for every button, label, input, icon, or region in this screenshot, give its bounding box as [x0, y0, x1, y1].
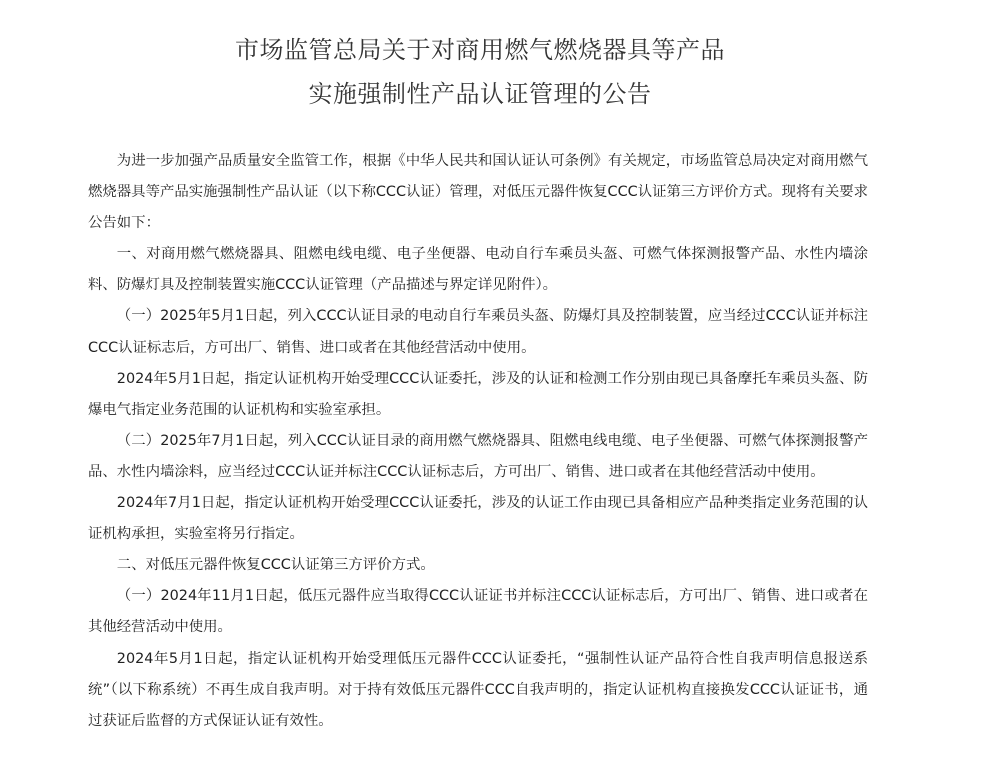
document-title-line-2: 实施强制性产品认证管理的公告	[308, 80, 652, 108]
paragraph-section-1: 一、对商用燃气燃烧器具、阻燃电线电缆、电子坐便器、电动自行车乘员头盔、可燃气体探测报警产品、水性内墙涂料、防爆灯具及控制装置实施CCC认证管理（产品描述与界定详见附件）。	[88, 246, 868, 294]
paragraph-section-1-item-2-detail: 2024年7月1日起，指定认证机构开始受理CCC认证委托，涉及的认证工作由现已具备相应产品种类指定业务范围的认证机构承担，实验室将另行指定。	[88, 495, 868, 543]
paragraph-section-2: 二、对低压元器件恢复CCC认证第三方评价方式。	[116, 557, 435, 574]
paragraph-section-1-item-2: （二）2025年7月1日起，列入CCC认证目录的商用燃气燃烧器具、阻燃电线电缆、电子坐便器、可燃气体探测报警产品、水性内墙涂料，应当经过CCC认证并标注CCC认证标志后，方可出厂、销售、进口或者在其他经营活动中使用。	[88, 432, 868, 480]
document-body	[88, 146, 868, 737]
document-title-line-1: 市场监管总局关于对商用燃气燃烧器具等产品	[235, 36, 725, 64]
paragraph-section-1-item-1: （一）2025年5月1日起，列入CCC认证目录的电动自行车乘员头盔、防爆灯具及控制装置，应当经过CCC认证并标注CCC认证标志后，方可出厂、销售、进口或者在其他经营活动中使用。	[88, 308, 868, 356]
paragraph-intro: 为进一步加强产品质量安全监管工作，根据《中华人民共和国认证认可条例》有关规定，市场监管总局决定对商用燃气燃烧器具等产品实施强制性产品认证（以下称CCC认证）管理，对低压元器件恢复CCC认证第三方评价方式。现将有关要求公告如下：	[88, 153, 868, 232]
paragraph-section-2-item-1-detail: 2024年5月1日起，指定认证机构开始受理低压元器件CCC认证委托，“强制性认证产品符合性自我声明信息报送系统”（以下称系统）不再生成自我声明。对于持有效低压元器件CCC自我声明的，指定认证机构直接换发CCC认证证书，通过获证后监督的方式保证认证有效性。	[88, 650, 868, 729]
paragraph-section-1-item-1-detail: 2024年5月1日起，指定认证机构开始受理CCC认证委托，涉及的认证和检测工作分别由现已具备摩托车乘员头盔、防爆电气指定业务范围的认证机构和实验室承担。	[88, 370, 868, 418]
paragraph-section-2-item-1: （一）2024年11月1日起，低压元器件应当取得CCC认证证书并标注CCC认证标志后，方可出厂、销售、进口或者在其他经营活动中使用。	[88, 588, 868, 636]
